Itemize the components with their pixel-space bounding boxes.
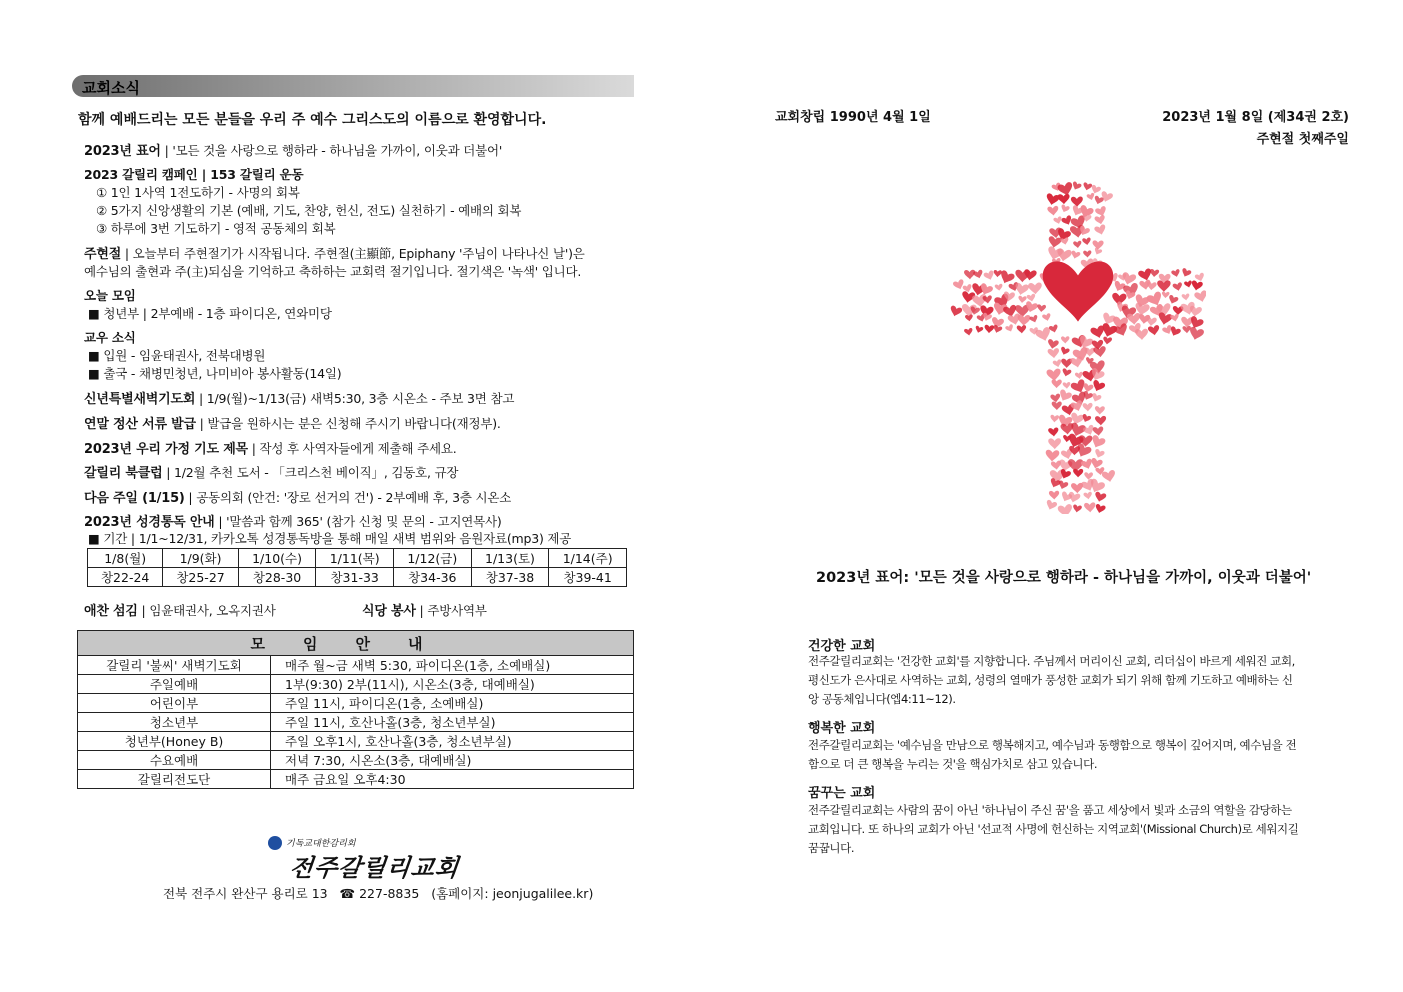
meeting-name: 갈릴리전도단 — [78, 770, 271, 789]
section-title-bar — [72, 75, 634, 97]
bible-reading-item: ■ 기간 | 1/1~12/31, 카카오톡 성경통독방을 통해 매일 새벽 범위와 음원자료(mp3) 제공 — [88, 531, 572, 546]
meeting-name: 청소년부 — [78, 713, 271, 732]
reading-ranges-row — [88, 568, 627, 587]
meeting-time: 매주 금요일 오후4:30 — [271, 770, 634, 789]
next-sunday-line: 다음 주일 (1/15) | 공동의회 (안건: '장로 선거의 건') - 2부예배 후, 3층 시온소 — [84, 490, 512, 506]
table-cell: 1/14(주) — [549, 549, 627, 568]
value-title: 건강한 교회 — [808, 639, 876, 654]
campaign-item: ③ 하루에 3번 기도하기 - 영적 공동체의 회복 — [96, 221, 336, 236]
table-row — [78, 732, 634, 751]
meeting-name: 주일예배 — [78, 675, 271, 694]
table-cell: 1/9(화) — [163, 549, 238, 568]
heart-cross-illustration — [950, 178, 1206, 514]
prayer-line: 2023년 우리 가정 기도 제목 | 작성 후 사역자들에게 제출해 주세요. — [84, 441, 457, 457]
founded-date: 교회창립 1990년 4월 1일 — [775, 110, 931, 125]
table-cell: 1/13(토) — [471, 549, 549, 568]
liturgical-sunday: 주현절 첫째주일 — [1256, 132, 1349, 147]
table-cell: 창34-36 — [394, 568, 472, 587]
table-row — [78, 694, 634, 713]
meeting-name: 수요예배 — [78, 751, 271, 770]
table-row — [78, 751, 634, 770]
members-item: ■ 출국 - 채병민청년, 나미비아 봉사활동(14일) — [88, 366, 342, 381]
meal-line: 식당 봉사 | 주방사역부 — [362, 603, 487, 619]
bible-reading-line: 2023년 성경통독 안내 | '말씀과 함께 365' (참가 신청 및 문의 - 고지연목사) — [84, 514, 502, 530]
table-cell: 창28-30 — [238, 568, 316, 587]
meeting-time: 주일 오후1시, 호산나홀(3층, 청소년부실) — [271, 732, 634, 751]
table-cell: 창31-33 — [316, 568, 394, 587]
table-cell: 1/8(월) — [88, 549, 163, 568]
epiphany-line-2: 예수님의 출현과 주(主)되심을 기억하고 축하하는 교회력 절기입니다. 절기색은 '녹색' 입니다. — [84, 264, 582, 279]
members-title: 교우 소식 — [84, 330, 136, 345]
church-logo-icon — [268, 836, 282, 850]
epiphany-line-1: 주현절 | 오늘부터 주현절기가 시작됩니다. 주현절(主顯節, Epiphany '주님이 나타나신 날')은 — [84, 246, 585, 262]
table-cell: 1/12(금) — [394, 549, 472, 568]
value-description: 전주갈릴리교회는 '예수님을 만남으로 행복해지고, 예수님과 동행함으로 행복이 깊어지며, 예수님을 전 함으로 더 큰 행복을 누리는 것'을 핵심가치로 삼고 있습니다. — [808, 738, 1297, 771]
campaign-item: ② 5가지 신앙생활의 기본 (예배, 기도, 찬양, 헌신, 전도) 실천하기 - 예배의 회복 — [96, 203, 522, 218]
flower-line: 애찬 섬김 | 임윤태권사, 오옥지권사 — [84, 603, 276, 619]
table-row — [78, 656, 634, 675]
footer-phone: ☎ 227-8835 — [339, 886, 420, 901]
table-cell: 창22-24 — [88, 568, 163, 587]
table-cell: 1/10(수) — [238, 549, 316, 568]
table-row — [78, 713, 634, 732]
table-row — [78, 675, 634, 694]
meeting-name: 어린이부 — [78, 694, 271, 713]
table-cell: 창39-41 — [549, 568, 627, 587]
reading-table — [87, 548, 627, 587]
campaign-title: 2023 갈릴리 캠페인 | 153 갈릴리 운동 — [84, 167, 304, 182]
value-description: 전주갈릴리교회는 사람의 꿈이 아닌 '하나님이 주신 꿈'을 품고 세상에서 빛과 소금의 역할을 감당하는 교회입니다. 또 하나의 교회가 아닌 '선교적 사명에 헌신하는 지역교회'(Missional Church)로 세워지길 꿈꿉니다. — [808, 803, 1299, 855]
members-item: ■ 입원 - 임윤태권사, 전북대병원 — [88, 348, 266, 363]
motto-line: 2023년 표어 | '모든 것을 사랑으로 행하라 - 하나님을 가까이, 이웃과 더불어' — [84, 143, 503, 159]
campaign-item: ① 1인 1사역 1전도하기 - 사명의 회복 — [96, 185, 300, 200]
reading-dates-row — [88, 549, 627, 568]
bookclub-line: 갈릴리 북클럽 | 1/2월 추천 도서 - 「크리스천 베이직」, 김동호, 규장 — [84, 465, 459, 481]
welcome-text: 함께 예배드리는 모든 분들을 우리 주 예수 그리스도의 이름으로 환영합니다. — [78, 112, 547, 128]
meeting-time: 주일 11시, 파이디온(1층, 소예배실) — [271, 694, 634, 713]
table-cell: 창25-27 — [163, 568, 238, 587]
today-title: 오늘 모임 — [84, 288, 136, 303]
denomination-text: 기독교대한감리회 — [286, 839, 356, 849]
footer-homepage: (홈페이지: jeonjugalilee.kr) — [431, 886, 594, 901]
value-title: 꿈꾸는 교회 — [808, 786, 876, 801]
today-item: ■ 청년부 | 2부예배 - 1층 파이디온, 연와미당 — [88, 306, 332, 321]
meeting-time: 매주 월~금 새벽 5:30, 파이디온(1층, 소예배실) — [271, 656, 634, 675]
value-title: 행복한 교회 — [808, 721, 876, 736]
meeting-name: 청년부(Honey B) — [78, 732, 271, 751]
meetings-table — [77, 630, 634, 789]
meeting-time: 저녁 7:30, 시온소(3층, 대예배실) — [271, 751, 634, 770]
dawn-prayer-line: 신년특별새벽기도회 | 1/9(월)~1/13(금) 새벽5:30, 3층 시온소 - 주보 3면 참고 — [84, 391, 515, 407]
meeting-name: 갈릴리 '불씨' 새벽기도회 — [78, 656, 271, 675]
meetings-header: 모임안내 — [78, 631, 634, 656]
issue-date: 2023년 1월 8일 (제34권 2호) — [1162, 110, 1349, 125]
tax-line: 연말 정산 서류 발급 | 발급을 원하시는 분은 신청해 주시기 바랍니다(재정부). — [84, 416, 501, 432]
motto-heading: 2023년 표어: '모든 것을 사랑으로 행하라 - 하나님을 가까이, 이웃과 더불어' — [816, 570, 1312, 586]
footer-address: 전북 전주시 완산구 용리로 13 — [163, 886, 328, 901]
church-logo-name: 전주갈릴리교회 — [288, 854, 461, 882]
table-row — [78, 770, 634, 789]
meeting-time: 주일 11시, 호산나홀(3층, 청소년부실) — [271, 713, 634, 732]
table-cell: 1/11(목) — [316, 549, 394, 568]
footer-address-line — [163, 884, 593, 902]
table-cell: 창37-38 — [471, 568, 549, 587]
value-description: 전주갈릴리교회는 '건강한 교회'를 지향합니다. 주님께서 머리이신 교회, 리더십이 바르게 세워진 교회, 평신도가 은사대로 사역하는 교회, 성령의 열매가 풍성한 교회가 되기 위해 함께 기도하고 예배하는 신 앙 공동체입니다(엡4:11~12). — [808, 654, 1295, 706]
meeting-time: 1부(9:30) 2부(11시), 시온소(3층, 대예배실) — [271, 675, 634, 694]
section-title: 교회소식 — [82, 79, 140, 97]
meetings-header-row — [78, 631, 634, 656]
